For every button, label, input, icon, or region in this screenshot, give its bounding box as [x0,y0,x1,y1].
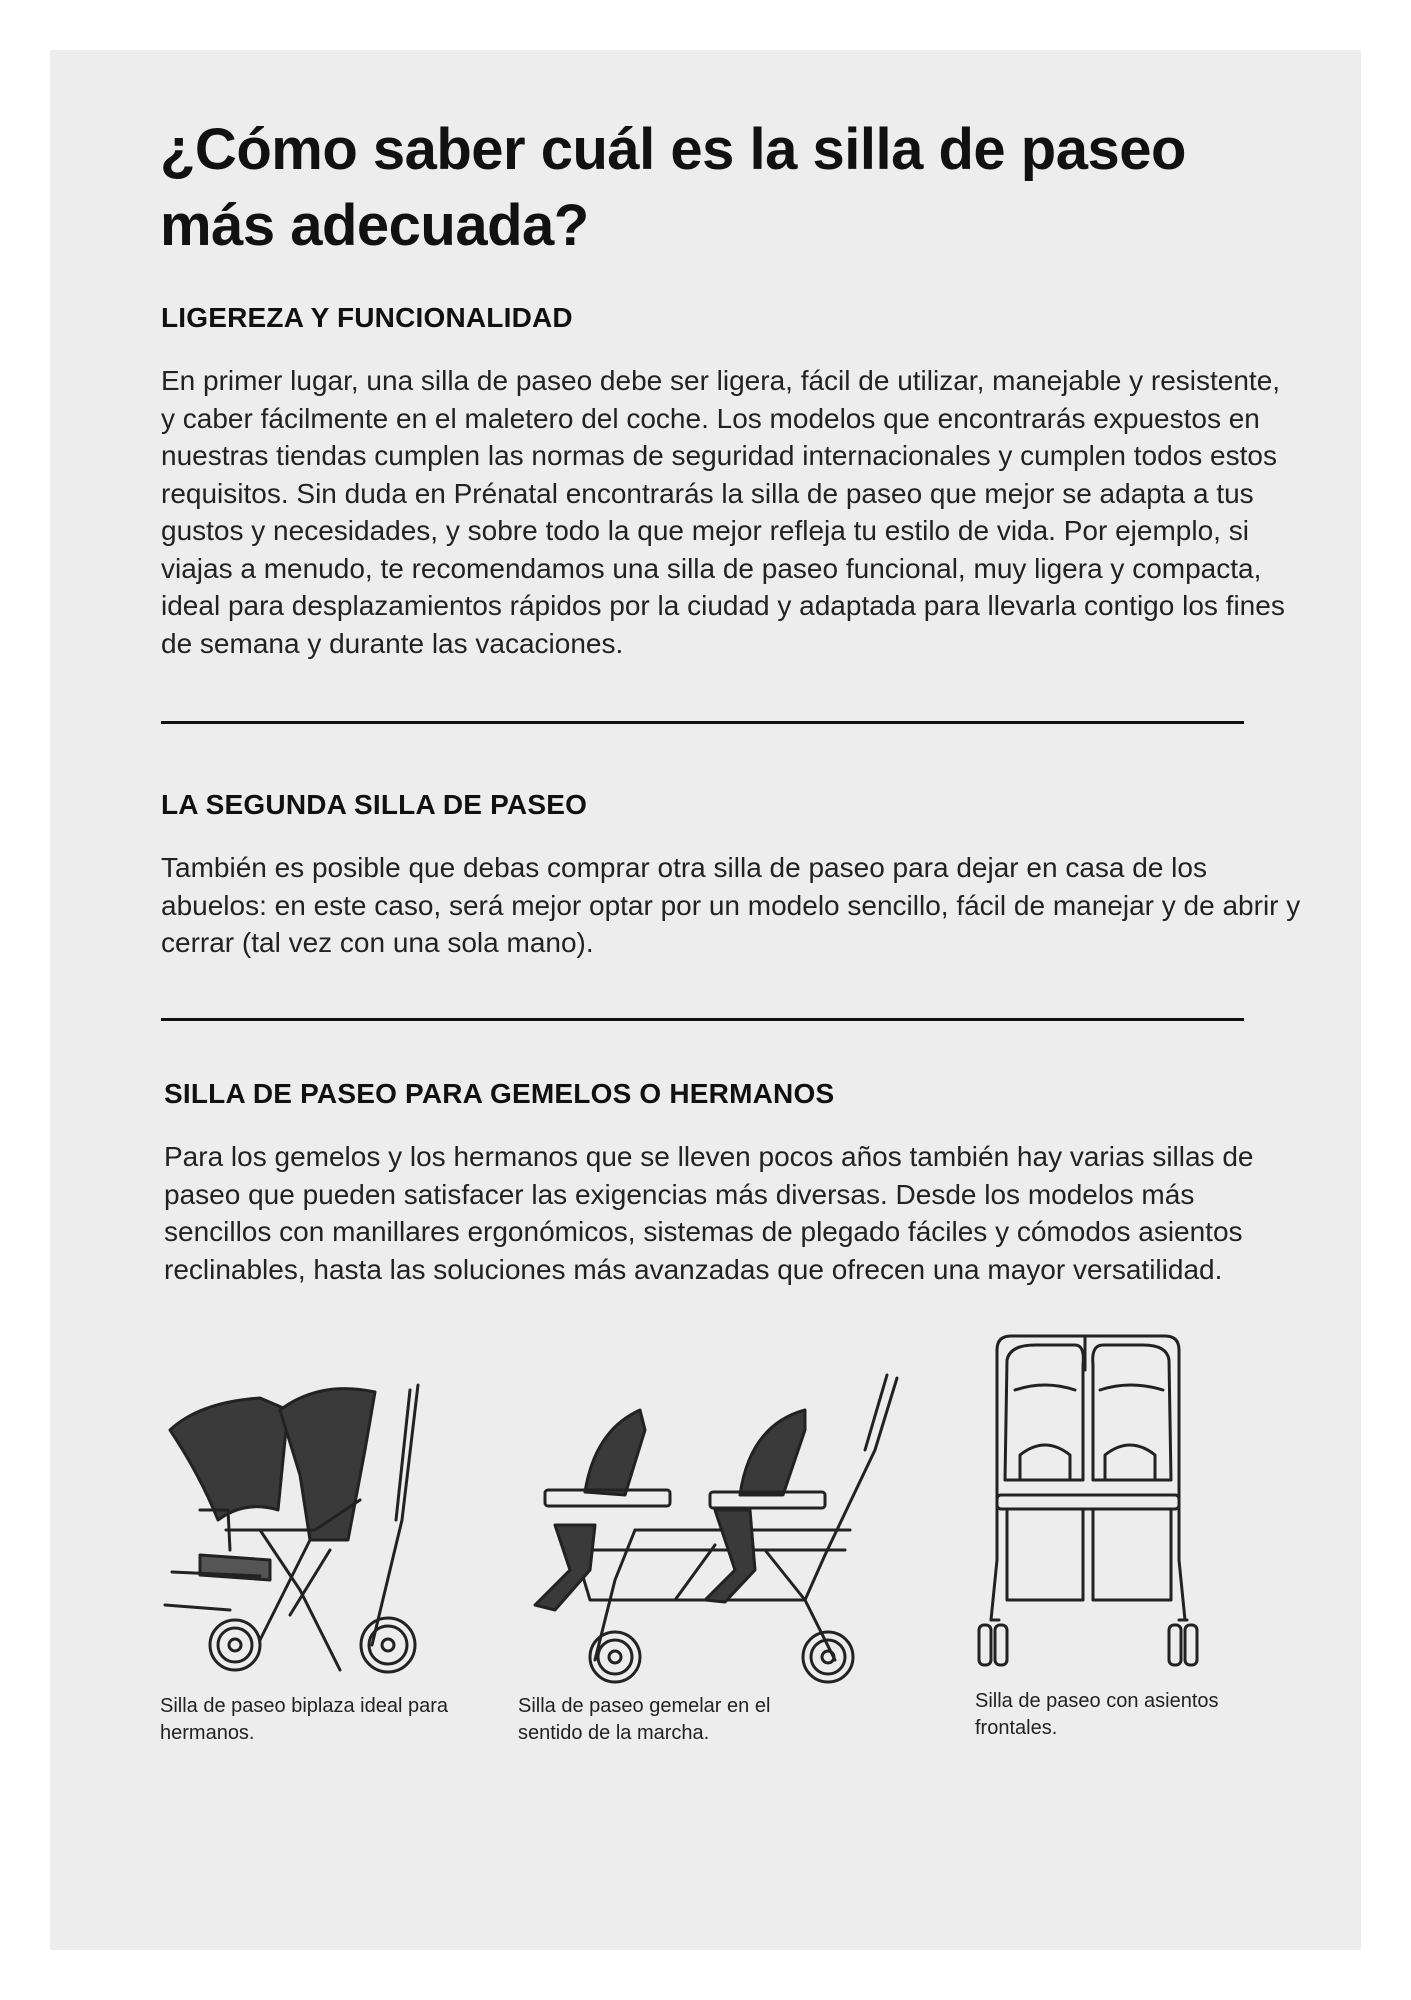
inline-twin-stroller-illustration [515,1370,915,1690]
tandem-stroller-illustration [160,1380,430,1680]
illustration-caption-side-by-side: Silla de paseo con asientos frontales. [975,1690,1219,1739]
section-heading-ligereza: LIGEREZA Y FUNCIONALIDAD [161,302,573,333]
page-title: ¿Cómo saber cuál es la silla de paseo más adecuada? [160,117,1186,258]
section-body-gemelos: Para los gemelos y los hermanos que se lleven pocos años también hay varias sillas de paseo que pueden satisfacer las exigencias más diversas. Desde los modelos más sencillos con manillares ergonómicos, sistemas de plegado fáciles y cómodos asientos reclinables, hasta las soluciones más avanzadas que ofrecen una mayor versatilidad. [164,1141,1254,1285]
section-heading-gemelos: SILLA DE PASEO PARA GEMELOS O HERMANOS [164,1078,835,1109]
illustration-caption-tandem: Silla de paseo biplaza ideal para hermanos. [160,1695,448,1744]
side-by-side-stroller-illustration [975,1330,1205,1680]
section-divider [161,1018,1244,1021]
section-body-segunda-silla: También es posible que debas comprar otra silla de paseo para dejar en casa de los abuelos: en este caso, será mejor optar por un modelo sencillo, fácil de manejar y de abrir y cerrar (tal vez con una sola mano). [161,852,1301,958]
section-body-ligereza: En primer lugar, una silla de paseo debe ser ligera, fácil de utilizar, manejable y resistente, y caber fácilmente en el maletero del coche. Los modelos que encontrarás expuestos en nuestras tiendas cumplen las normas de seguridad internacionales y cumplen todos estos requisitos. Sin duda en Prénatal encontrarás la silla de paseo que mejor se adapta a tus gustos y necesidades, y sobre todo la que mejor refleja tu estilo de vida. Por ejemplo, si viajas a menudo, te recomendamos una silla de paseo funcional, muy ligera y compacta, ideal para desplazamientos rápidos por la ciudad y adaptada para llevarla contigo los fines de semana y durante las vacaciones. [161,365,1285,659]
illustration-caption-inline-twin: Silla de paseo gemelar en el sentido de la marcha. [518,1695,771,1744]
section-divider [161,721,1244,724]
section-heading-segunda-silla: LA SEGUNDA SILLA DE PASEO [161,789,588,820]
